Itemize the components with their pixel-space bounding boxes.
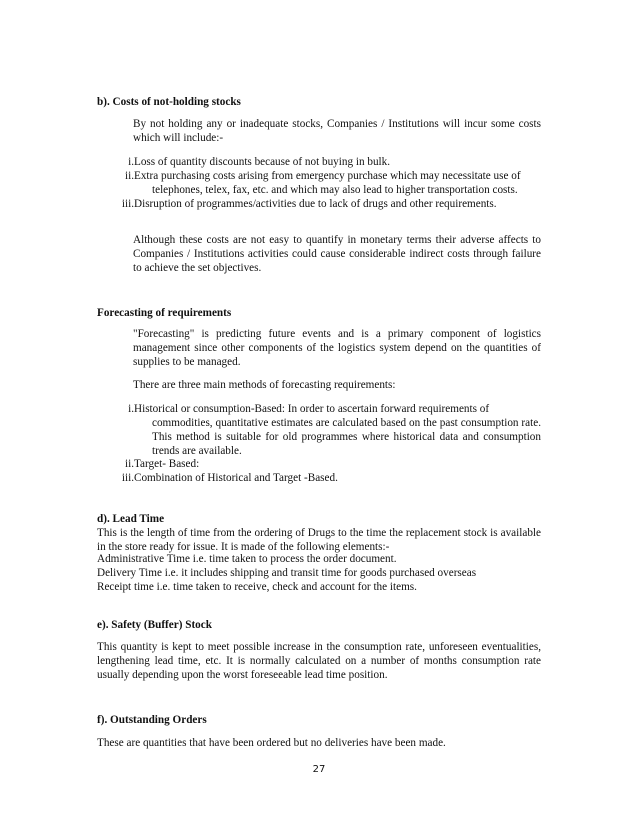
- list-item-number: iii.: [121, 472, 134, 484]
- list-item-number: ii.: [124, 170, 134, 182]
- forecasting-paragraph-2: There are three main methods of forecasting requirements:: [133, 379, 396, 391]
- list-item-continuation: commodities, quantitative estimates are calculated based on the past consumption rate. This method is suitable for old programmes where historical data and consumption trends are available.: [152, 417, 541, 457]
- page-number: 27: [312, 764, 326, 775]
- section-e-paragraph: This quantity is kept to meet possible increase in the consumption rate, unforeseen eventualities, lengthening lead time, etc. It is normally calculated on a number of months consumption rate usually depending upon the worst foreseeable lead time position.: [97, 641, 541, 681]
- section-f-heading: f). Outstanding Orders: [97, 714, 207, 726]
- list-item-text: Loss of quantity discounts because of not buying in bulk.: [134, 156, 391, 168]
- list-item-text: Disruption of programmes/activities due to lack of drugs and other requirements.: [134, 198, 497, 210]
- section-d-paragraph: This is the length of time from the ordering of Drugs to the time the replacement stock is available in the store ready for issue. It is made of the following elements:-: [97, 527, 541, 553]
- list-item-text: Combination of Historical and Target -Based.: [134, 472, 338, 484]
- section-b-heading: b). Costs of not-holding stocks: [97, 96, 241, 108]
- list-item-text: Historical or consumption-Based: In order to ascertain forward requirements of: [134, 403, 490, 415]
- list-item-number: i.: [128, 156, 134, 168]
- lead-time-element: Delivery Time i.e. it includes shipping and transit time for goods purchased overseas: [97, 567, 477, 579]
- section-b-intro: By not holding any or inadequate stocks, Companies / Institutions will incur some costs which will include:-: [133, 118, 541, 144]
- forecasting-paragraph-1: "Forecasting" is predicting future events and is a primary component of logistics management since other components of the logistics system depend on the quantities of supplies to be managed.: [133, 328, 541, 368]
- list-item-text: Target- Based:: [134, 458, 200, 470]
- section-f-paragraph: These are quantities that have been ordered but no deliveries have been made.: [97, 737, 446, 749]
- forecasting-heading: Forecasting of requirements: [97, 307, 232, 319]
- section-b-closing: Although these costs are not easy to quantify in monetary terms their adverse affects to Companies / Institutions activities could cause considerable indirect costs through failure to achieve the set objectives.: [133, 234, 541, 274]
- list-item-number: i.: [128, 403, 134, 415]
- list-item-continuation: telephones, telex, fax, etc. and which may also lead to higher transportation costs.: [152, 184, 518, 196]
- list-item: [100, 402, 541, 458]
- list-item: [100, 197, 541, 211]
- list-item-text: Extra purchasing costs arising from emergency purchase which may necessitate use of: [134, 170, 521, 182]
- lead-time-element: Receipt time i.e. time taken to receive, check and account for the items.: [97, 581, 417, 593]
- list-item: [100, 471, 541, 485]
- list-item: [100, 457, 541, 471]
- list-item-number: iii.: [121, 198, 134, 210]
- section-d-heading: d). Lead Time: [97, 513, 165, 525]
- section-e-heading: e). Safety (Buffer) Stock: [97, 619, 212, 631]
- list-item: [100, 169, 541, 197]
- list-item: [100, 155, 541, 169]
- list-item-number: ii.: [124, 458, 134, 470]
- lead-time-element: Administrative Time i.e. time taken to process the order document.: [97, 553, 397, 565]
